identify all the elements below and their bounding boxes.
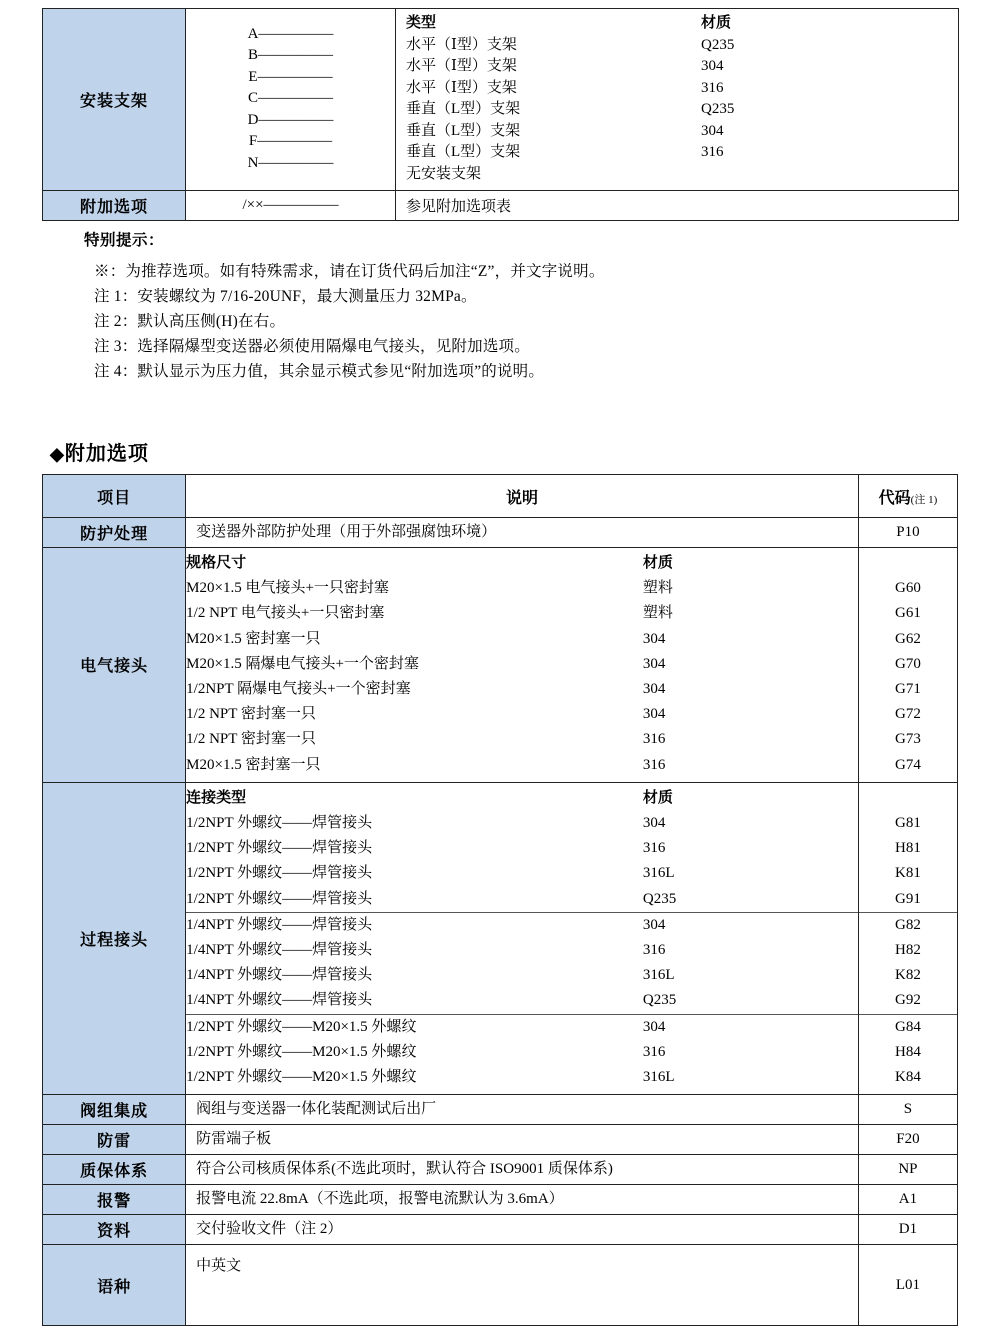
subtable-row <box>186 753 858 778</box>
entry-material: 304 <box>642 681 666 698</box>
code-value: G84 <box>859 1014 957 1040</box>
entry-name: 1/4NPT 外螺纹——焊管接头 <box>186 942 373 959</box>
code-value: H84 <box>895 1043 921 1060</box>
subtable-row <box>186 627 858 652</box>
code-value: G70 <box>895 655 921 672</box>
code-value: G74 <box>895 756 921 773</box>
row-code-electrical-connector <box>858 548 957 783</box>
sub-header-spec: 规格尺寸 <box>186 555 247 571</box>
row-label-valve-manifold: 阀组集成 <box>43 1095 186 1125</box>
electrical-connector-subtable <box>186 551 858 778</box>
row-label-lightning-protection: 防雷 <box>43 1125 186 1155</box>
row-code-alarm: A1 <box>858 1185 957 1215</box>
code-line: A————— <box>247 25 334 42</box>
entry-name: 1/4NPT 外螺纹——焊管接头 <box>186 912 643 938</box>
code-line: C————— <box>247 90 333 107</box>
row-label-mounting-bracket: 安装支架 <box>43 9 186 191</box>
row-code-documentation: D1 <box>858 1215 957 1245</box>
additional-options-desc: 参见附加选项表 <box>396 191 959 221</box>
row-desc-valve-manifold: 阀组与变送器一体化装配测试后出厂 <box>186 1095 859 1125</box>
entry-material: 316 <box>642 840 666 857</box>
material-label: 316 <box>701 79 724 96</box>
entry-name: 1/4NPT 外螺纹——焊管接头 <box>186 992 373 1009</box>
column-header-description: 说明 <box>186 475 859 518</box>
code-value: K84 <box>895 1068 921 1085</box>
row-code-valve-manifold: S <box>858 1095 957 1125</box>
row-code-protection: P10 <box>858 518 957 548</box>
note-line: 注 4：默认显示为压力值，其余显示模式参见“附加选项”的说明。 <box>94 363 545 380</box>
subtable-row <box>186 938 858 963</box>
code-value: K81 <box>895 865 921 882</box>
entry-material: 316L <box>642 1069 675 1086</box>
type-label: 垂直（L型）支架 <box>406 122 521 139</box>
entry-material: Q235 <box>642 890 677 907</box>
subtable-row <box>186 1040 858 1065</box>
type-label: 水平（Ⅰ型）支架 <box>406 79 517 96</box>
subtable-row <box>186 988 858 1014</box>
entry-material: 塑料 <box>642 580 673 597</box>
entry-name: 1/2NPT 外螺纹——M20×1.5 外螺纹 <box>186 1043 417 1060</box>
row-desc-documentation: 交付验收文件（注 2） <box>186 1215 859 1245</box>
code-value: G60 <box>895 580 921 597</box>
subtable-row <box>186 1014 858 1040</box>
column-header-code <box>858 475 957 518</box>
code-value: G71 <box>895 681 921 697</box>
entry-material: Q235 <box>642 992 677 1009</box>
table-row <box>43 9 959 191</box>
row-code-language: L01 <box>858 1245 957 1326</box>
code-value: G61 <box>895 605 921 622</box>
code-value: G82 <box>859 912 957 938</box>
type-label: 垂直（L型）支架 <box>406 144 521 160</box>
entry-name: 1/4NPT 外螺纹——焊管接头 <box>186 967 373 984</box>
table-row <box>43 1185 958 1215</box>
entry-name: 1/2 NPT 电气接头+一只密封塞 <box>186 605 385 622</box>
table-row <box>43 1155 958 1185</box>
type-row <box>406 78 958 100</box>
row-label-electrical-connector: 电气接头 <box>43 548 186 783</box>
note-line: 注 1：安装螺纹为 7/16-20UNF，最大测量压力 32MPa。 <box>94 288 477 305</box>
entry-material: 304 <box>642 815 666 832</box>
subtable-row <box>186 576 858 601</box>
mounting-bracket-table <box>42 8 959 221</box>
row-label-alarm: 报警 <box>43 1185 186 1215</box>
type-label: 水平（Ⅰ型）支架 <box>406 36 517 53</box>
entry-name: M20×1.5 密封塞一只 <box>186 630 321 647</box>
type-row <box>406 164 958 186</box>
table-row <box>43 191 959 221</box>
code-line: E————— <box>248 68 333 85</box>
row-desc-protection: 变送器外部防护处理（用于外部强腐蚀环境） <box>186 518 859 548</box>
code-spacer <box>859 786 957 811</box>
material-label: Q235 <box>701 101 735 117</box>
code-header-note: (注 1) <box>910 493 938 506</box>
code-value: K82 <box>895 967 921 984</box>
sub-header-row <box>406 13 958 35</box>
row-desc-lightning-protection: 防雷端子板 <box>186 1125 859 1155</box>
code-value: G72 <box>895 706 921 723</box>
mounting-bracket-types <box>396 9 959 191</box>
entry-material: 304 <box>643 1014 858 1040</box>
entry-name: 1/2NPT 外螺纹——焊管接头 <box>186 890 373 907</box>
row-desc-alarm: 报警电流 22.8mA（不选此项，报警电流默认为 3.6mA） <box>186 1185 859 1215</box>
subtable-row <box>186 652 858 677</box>
code-line: F————— <box>248 133 333 150</box>
process-connector-codes <box>859 786 957 1090</box>
row-code-quality-system: NP <box>858 1155 957 1185</box>
sub-header-material: 材质 <box>701 15 732 31</box>
row-desc-language: 中英文 <box>186 1245 859 1326</box>
subtable-row <box>186 887 858 913</box>
note-line: 注 2：默认高压侧(H)在右。 <box>94 313 286 330</box>
subtable-row <box>186 702 858 727</box>
subtable-row <box>186 1065 858 1090</box>
table-row <box>43 1245 958 1326</box>
type-row <box>406 35 958 57</box>
code-line: B————— <box>247 47 333 64</box>
code-header-label: 代码 <box>878 489 911 507</box>
subtable-header-row <box>186 786 858 811</box>
entry-name: M20×1.5 密封塞一只 <box>186 756 321 773</box>
type-label: 垂直（L型）支架 <box>406 101 521 117</box>
subtable-row <box>186 677 858 702</box>
row-desc-quality-system: 符合公司核质保体系(不选此项时，默认符合 ISO9001 质保体系) <box>186 1155 859 1185</box>
additional-options-table <box>42 474 958 1326</box>
subtable-row <box>186 727 858 752</box>
row-label-language: 语种 <box>43 1245 186 1326</box>
type-row <box>406 56 958 78</box>
subtable-row <box>186 912 858 938</box>
note-line: ※：为推荐选项。如有特殊需求，请在订货代码后加注“Z”，并文字说明。 <box>94 263 605 280</box>
sub-header-material: 材质 <box>642 789 673 806</box>
row-label-process-connector: 过程接头 <box>43 782 186 1094</box>
subtable-row <box>186 836 858 861</box>
entry-name: 1/2NPT 外螺纹——M20×1.5 外螺纹 <box>186 1014 643 1040</box>
table-header-row <box>43 475 958 518</box>
table-row <box>43 1095 958 1125</box>
column-header-item: 项目 <box>43 475 186 518</box>
subtable-header-row <box>186 551 858 576</box>
entry-name: 1/2NPT 隔爆电气接头+一个密封塞 <box>186 681 411 698</box>
mounting-bracket-codes <box>186 9 396 191</box>
sub-header-connection-type: 连接类型 <box>186 789 247 806</box>
subtable-row <box>186 811 858 836</box>
sub-header-type: 类型 <box>406 15 437 31</box>
code-value: G92 <box>895 992 921 1009</box>
row-label-documentation: 资料 <box>43 1215 186 1245</box>
diamond-bullet-icon: ◆ <box>50 444 65 464</box>
sub-header-material: 材质 <box>642 555 673 571</box>
entry-material: 304 <box>643 912 858 938</box>
row-code-process-connector <box>858 782 957 1094</box>
entry-material: 304 <box>642 706 666 723</box>
code-spacer <box>859 551 957 576</box>
type-row <box>406 99 958 121</box>
code-value: H82 <box>895 942 921 959</box>
notes-title: 特别提示： <box>84 232 165 249</box>
row-code-lightning-protection: F20 <box>858 1125 957 1155</box>
subtable-row <box>186 601 858 626</box>
table-row <box>43 548 958 783</box>
row-label-additional-options: 附加选项 <box>43 191 186 221</box>
table-row <box>43 1215 958 1245</box>
subtable-row <box>186 861 858 886</box>
note-line: 注 3：选择隔爆型变送器必须使用隔爆电气接头，见附加选项。 <box>94 338 530 355</box>
table-row <box>43 782 958 1094</box>
type-row <box>406 121 958 143</box>
row-desc-electrical-connector <box>186 548 859 783</box>
code-value: G91 <box>895 890 921 907</box>
entry-material: 316L <box>642 967 675 984</box>
code-value: G62 <box>895 630 921 647</box>
entry-material: 304 <box>642 630 666 647</box>
entry-material: 316 <box>642 942 666 959</box>
entry-material: 塑料 <box>642 605 673 622</box>
entry-material: 316 <box>642 1043 666 1060</box>
entry-name: 1/2 NPT 密封塞一只 <box>186 706 316 723</box>
row-desc-process-connector <box>186 782 859 1094</box>
entry-name: 1/2NPT 外螺纹——焊管接头 <box>186 815 373 832</box>
material-label: 304 <box>701 58 724 74</box>
material-label: Q235 <box>701 36 735 53</box>
code-value: H81 <box>895 840 921 857</box>
table-row <box>43 1125 958 1155</box>
material-label: 316 <box>701 144 724 160</box>
entry-name: M20×1.5 电气接头+一只密封塞 <box>186 580 389 597</box>
entry-name: 1/2 NPT 密封塞一只 <box>186 731 316 748</box>
type-row <box>406 142 958 164</box>
section-heading <box>50 437 149 466</box>
entry-name: M20×1.5 隔爆电气接头+一个密封塞 <box>186 655 419 672</box>
entry-name: 1/2NPT 外螺纹——M20×1.5 外螺纹 <box>186 1069 417 1086</box>
type-label: 无安装支架 <box>406 165 482 182</box>
entry-material: 316L <box>642 865 675 882</box>
subtable-row <box>186 963 858 988</box>
special-notes-block <box>42 228 958 384</box>
entry-material: 316 <box>642 756 666 773</box>
code-value: G81 <box>895 815 921 832</box>
table-row <box>43 518 958 548</box>
code-value: G73 <box>895 731 921 748</box>
row-label-protection: 防护处理 <box>43 518 186 548</box>
material-label: 304 <box>701 122 724 139</box>
entry-material: 304 <box>642 655 666 672</box>
entry-name: 1/2NPT 外螺纹——焊管接头 <box>186 865 373 882</box>
entry-material: 316 <box>642 731 666 748</box>
code-line: N————— <box>247 154 334 171</box>
row-label-quality-system: 质保体系 <box>43 1155 186 1185</box>
electrical-connector-codes <box>859 551 957 778</box>
type-label: 水平（Ⅰ型）支架 <box>406 58 517 74</box>
code-line: D————— <box>247 111 334 128</box>
section-title: 附加选项 <box>64 443 149 465</box>
additional-options-code: /××————— <box>186 191 396 221</box>
process-connector-subtable <box>186 786 858 1090</box>
entry-name: 1/2NPT 外螺纹——焊管接头 <box>186 840 373 857</box>
